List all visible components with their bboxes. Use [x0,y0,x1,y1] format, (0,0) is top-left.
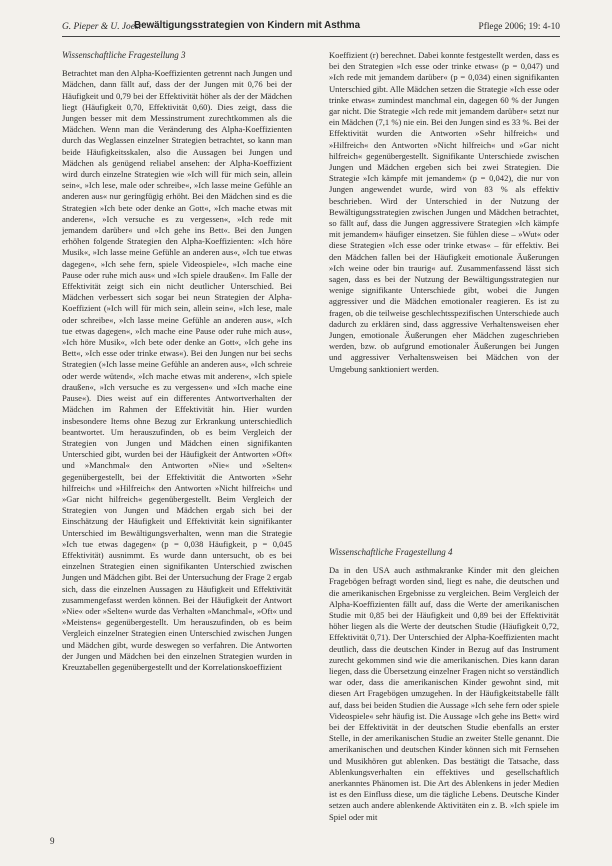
header-authors: G. Pieper & U. Joest [62,22,142,32]
section-heading-3: Wissenschaftliche Fragestellung 3 [62,50,186,60]
left-column-body: Betrachtet man den Alpha-Koeffizienten getrennt nach Jungen und Mädchen, dann fällt auf, dass der der Jungen mit 0,76 bei der Häufigkeit und 0,79 bei der Effektivität höher als der der Mädchen liegt (Häufigkeit 0,70, Effektivität 0,60). Dies zeigt, dass die Jungen besser mit dem Messinstrument zurechtkommen als die Mädchen. Wenn man die Veränderung des Alpha-Koeffizienten durch das Weglassen einzelner Strategien betrachtet, so kann man beide Häufigkeitsskalen, also die Aussagen bei Jungen und Mädchen als genügend reliabel ansehen: der Alpha-Koeffizient wird durch einzelne Strategien wie »Ich will für mich sein, allein sein«, »Ich lese, male oder schreibe«, »Ich lasse meine Gefühle an anderen aus« nur geringfügig erhöht. Bei den Mädchen sind es die Strategien »Ich bete oder denke an Gott«, »Ich mache etwas mit anderen«, »Ich versuche es zu vergessen«, »Ich rede mit jemandem darüber« und »Ich gehe ins Bett«. Bei den Jungen erhöhen folgende Strategien den Alpha-Koeffizienten: »Ich höre Musik«, »Ich lasse meine Gefühle an anderen aus«, »Ich tue etwas dagegen«, »Ich sehe fern, spiele Videospiele«, »Ich mache eine Pause oder ruhe mich aus« und »Ich spiele draußen«. Im Falle der Effektivität zeigt sich ein nicht deutlicher Unterschied. Bei Mädchen verbessert sich sogar bei neun Strategien der Alpha-Koeffizient (»Ich will für mich sein, allein sein«, »Ich lese, male oder schreibe«, »Ich lasse meine Gefühle an anderen aus«, »Ich tue etwas dagegen«, »Ich mache eine Pause oder ruhe mich aus«, »Ich höre Musik«, »Ich bete oder denke an Gott«, »Ich gehe ins Bett«, »Ich esse oder trinke etwas«). Bei den Jungen nur bei sechs Strategien (»Ich lasse meine Gefühle an anderen aus«, »Ich schreie oder werde wütend«, »Ich mache etwas mit anderen«, »Ich spiele draußen«, »Ich versuche es zu vergessen« und »Ich mache eine Pause«). Dies weist auf ein differentes Antwortverhalten der Mädchen im Rahmen der Effektivität hin. Hier wurden insbesondere Items ohne Bezug zur Erkrankung unterschiedlich beantwortet. Um herauszufinden, ob es beim Vergleich der Strategien von Jungen und Mädchen einen signifikanten Unterschied gibt, wurden bei der Häufigkeit der Antworten »Oft« und »Manchmal« den Antworten »Nie« und »Selten« gegenübergestellt, bei der Effektivität die Antworten »Sehr hilfreich« und »Hilfreich« den Antworten »Nicht hilfreich« und »Gar nicht hilfreich« gegenübergestellt. Beim Vergleich der Strategien von Jungen und Mädchen ergab sich bei der Einschätzung der Häufigkeit und Effektivität kein signifikanter Unterschied im Bewältigungsverhalten, wenn man die Strategie »Ich tue etwas dagegen« (p = 0,038 Häufigkeit, p = 0,045 Effektivität) ausnimmt. Es wurde dann untersucht, ob es bei einzelnen Strategien einen signifikanten Unterschied zwischen Jungen und Mädchen gibt. Bei der Untersuchung der Frage 2 ergab sich, dass die einzelnen Aussagen zu Häufigkeit und Effektivität zusammengefasst werden können. Bei der Häufigkeit der Antwort »Nie« oder »Selten« wurde das Verhalten »Manchmal«, »Oft« und »Meistens« gegenübergestellt. Um herauszufinden, ob es beim Vergleich einzelner Strategien einen Unterschied zwischen Jungen und Mädchen gibt, wurde deswegen so verfahren. Die Antworten der Jungen und Mädchen bei den einzelnen Strategien wurden in Kreuztabellen gegenübergestellt und der Korrelationskoeffizient [62,68,292,672]
running-header [62,20,560,37]
left-column [62,50,292,673]
header-title: Bewältigungsstrategien von Kindern mit Asthma [134,20,361,31]
right-column-body-2: Da in den USA auch asthmakranke Kinder mit den gleichen Fragebögen befragt worden sind, liegt es nahe, die deutschen und die amerikanischen Ergebnisse zu vergleichen. Beim Vergleich der Alpha-Koeffizienten fällt auf, dass die Werte der amerikanischen Studie mit 0,85 bei der Häufigkeit und 0,89 bei der Effektivität höher liegen als die Werte der deutschen Studie (Häufigkeit 0,72, Effektivität 0,71). Der Unterschied der Alpha-Koeffizienten macht deutlich, dass die deutschen Kinder in Bezug auf das Instrument zurecht gekommen sind wie die amerikanischen. Dies kann daran liegen, dass die Übersetzung einzelner Fragen nicht so verständlich war oder, dass die amerikanischen Kinder gewohnt sind, mit diesen Art Fragebögen umzugehen. In der Häufigkeitstabelle fällt auf, dass bei beiden Studien die Aussage »Ich sehe fern oder spiele Videospiele« sehr häufig ist. Die Aussage »Ich gehe ins Bett« wird bei der Effektivität in der deutschen Studie ebenfalls an erster Stelle, in der amerikanischen Studie an zweiter Stelle genannt. Die amerikanischen und deutschen Kinder können sich mit Fernsehen und Musikhören gut ablenken. Das bestätigt die Tatsache, dass Ablenkungsverhalten ein effektives und gesellschaftlich anerkanntes Phänomen ist. Die Art des Ablenkens in jeder Medien ist es den Einfluss diese, um die tägliche Lebens. Deutsche Kinder setzen auch andere ablenkende Aktivitäten ein z. B. »Ich spiele im Spiel oder mit [329,565,559,822]
right-column-body-1: Koeffizient (r) berechnet. Dabei konnte festgestellt werden, dass es bei den Strategien »Ich esse oder trinke etwas« (p = 0,047) und »Ich rede mit jemandem darüber« (p = 0,034) einen signifikanten Unterschied gibt. Alle Mädchen setzen die Strategie »Ich esse oder trinke etwas« zumindest manchmal ein, dagegen 60 % der Jungen gar nicht. Die Strategie »Ich rede mit jemandem darüber« setzt nur ein Mädchen (7,1 %) nie ein. Bei den Jungen sind es 33 %. Bei der Effektivität wurden die Antworten »Sehr hilfreich« und »Hilfreich« den Antworten »Nicht hilfreich« und »Gar nicht hilfreich« gegenübergestellt. Signifikante Unterschiede zwischen Jungen und Mädchen ergeben sich bei zwei Strategien. Die Strategie »Ich kämpfe mit jemandem« (p = 0,042), die nur von Jungen angewendet wurde, wird von 83 % als effektiv beschrieben. Wird der Unterschied in der Nutzung der Bewältigungsstrategien zwischen Jungen und Mädchen betrachtet, so fällt auf, dass die Jungen aggressivere Strategien »Ich kämpfe mit jemandem« häufiger einsetzen. Sie fühlen diese – »Wut« oder diese Strategien »Ich esse oder trinke etwas« – für effektiv. Bei den Mädchen fallen bei der Häufigkeit emotionale Äußerungen »Ich weine oder bin traurig« auf. Zusammenfassend lässt sich sagen, dass es bei der Nutzung der Bewältigungsstrategien nur wenige signifikante Unterschiede gibt, wobei die Jungen aggressiver und die Mädchen emotionaler reagieren. Es ist zu fragen, ob die teilweise geschlechtsspezifischen Unterschiede auch dadurch zu erklären sind, dass aggressive Verhaltensweisen eher Jungen, emotionale Äußerungen eher Mädchen zugeschrieben werden, bzw. ob aufgrund emotionaler Äußerungen bei Jungen und aggressiver Verhaltensweisen bei Mädchen von der Umgebung sanktioniert werden. [329,50,559,374]
right-column [329,50,559,823]
page-number: 9 [50,836,55,846]
section-heading-4: Wissenschaftliche Fragestellung 4 [329,546,453,557]
header-journal: Pflege 2006; 19: 4-10 [478,22,560,32]
column-spacer [329,375,559,547]
